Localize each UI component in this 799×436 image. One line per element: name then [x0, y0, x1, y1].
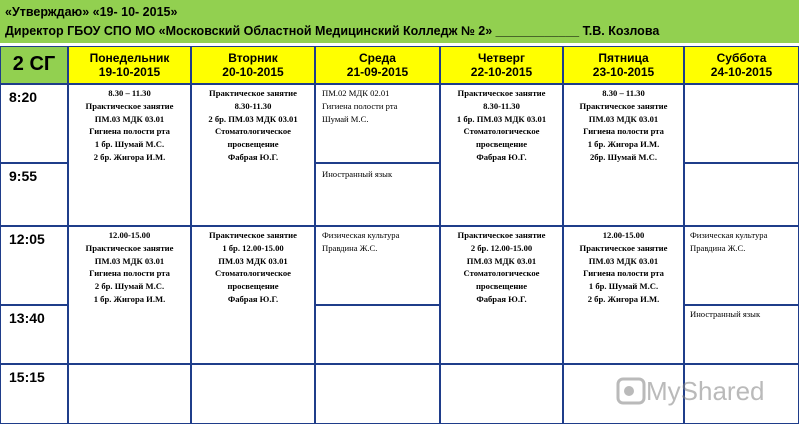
time-slot: 8:20	[0, 84, 68, 163]
lesson-line: Правдина Ж.С.	[690, 242, 746, 253]
lesson-line: Практическое занятие	[209, 88, 297, 98]
lesson-cell	[315, 163, 440, 226]
lesson-cell	[68, 226, 191, 364]
time-slot: 13:40	[0, 305, 68, 364]
lesson-line: Гигиена полости рта	[322, 100, 398, 111]
lesson-cell	[440, 84, 563, 226]
empty-cell	[191, 364, 315, 424]
approval-line: «Утверждаю» «19- 10- 2015»	[5, 5, 178, 19]
lesson-cell	[191, 226, 315, 364]
day-date: 19-10-2015	[98, 65, 161, 79]
approval-banner	[0, 0, 799, 43]
lesson-line: ПМ.03 МДК 03.01	[94, 113, 165, 124]
lesson-line: Практическое занятие	[85, 100, 174, 111]
lesson-line: просвещение	[475, 139, 528, 150]
lesson-line: Физическая культура	[322, 230, 400, 240]
lesson-line: просвещение	[227, 281, 279, 292]
time-slot: 9:55	[0, 163, 68, 226]
lesson-line: Фабрая Ю.Г.	[476, 151, 527, 162]
lesson-line: 2 бр. Жигора И.М.	[93, 151, 166, 162]
day-date: 22-10-2015	[470, 65, 533, 79]
lesson-cell	[315, 84, 440, 163]
lesson-cell	[440, 226, 563, 364]
lesson-line: 12.00-15.00	[108, 230, 151, 240]
lesson-line: 8.30-11.30	[483, 100, 520, 111]
day-name: Пятница	[598, 51, 649, 65]
lesson-line: ПМ.03 МДК 03.01	[588, 113, 659, 124]
empty-cell	[68, 364, 191, 424]
lesson-line: 12.00-15.00	[602, 230, 645, 240]
empty-cell	[315, 305, 440, 364]
day-header-wednesday	[315, 46, 440, 84]
lesson-line: Стоматологическое	[463, 268, 540, 279]
lesson-line: Фабрая Ю.Г.	[476, 293, 527, 304]
day-date: 24-10-2015	[710, 65, 773, 79]
lesson-line: 8.30-11.30	[234, 100, 272, 111]
lesson-line: ПМ.03 МДК 03.01	[466, 255, 537, 266]
lesson-line: 8.30 – 11.30	[602, 88, 645, 98]
lesson-line: Гигиена полости рта	[89, 126, 170, 137]
day-header-saturday	[684, 46, 799, 84]
lesson-line: 1 бр. Шумай М.С.	[94, 139, 165, 150]
lesson-cell	[684, 226, 799, 305]
empty-cell	[315, 364, 440, 424]
time-slot: 15:15	[0, 364, 68, 424]
lesson-line: 1 бр. ПМ.03 МДК 03.01	[456, 113, 547, 124]
day-header-friday	[563, 46, 684, 84]
day-header-tuesday	[191, 46, 315, 84]
day-header-thursday	[440, 46, 563, 84]
lesson-line: Гигиена полости рта	[583, 126, 664, 137]
empty-cell	[684, 84, 799, 163]
lesson-cell	[563, 226, 684, 364]
lesson-line: 1 бр. Жигора И.М.	[93, 293, 166, 304]
lesson-line: Физическая культура	[690, 230, 768, 240]
day-name: Четверг	[477, 51, 526, 65]
lesson-line: 2 бр. 12.00-15.00	[470, 242, 533, 253]
lesson-line: Практическое занятие	[579, 100, 668, 111]
lesson-line: Фабрая Ю.Г.	[227, 151, 279, 162]
lesson-line: Шумай М.С.	[322, 113, 369, 124]
lesson-line: 2бр. Шумай М.С.	[589, 151, 658, 162]
lesson-line: просвещение	[227, 139, 279, 150]
lesson-line: 2 бр. ПМ.03 МДК 03.01	[208, 113, 298, 124]
lesson-line: 1 бр. 12.00-15.00	[222, 242, 284, 253]
empty-cell	[440, 364, 563, 424]
lesson-line: Гигиена полости рта	[89, 268, 170, 279]
lesson-line: Практическое занятие	[457, 230, 546, 240]
lesson-line: 1 бр. Шумай М.С.	[588, 281, 659, 292]
lesson-line: Практическое занятие	[209, 230, 297, 240]
lesson-line: ПМ.03 МДК 03.01	[588, 255, 659, 266]
lesson-line: Иностранный язык	[690, 309, 761, 319]
lesson-line: Практическое занятие	[457, 88, 546, 98]
lesson-line: Практическое занятие	[579, 242, 668, 253]
lesson-cell	[563, 84, 684, 226]
day-date: 20-10-2015	[222, 65, 284, 79]
lesson-line: просвещение	[475, 281, 528, 292]
day-name: Суббота	[716, 51, 767, 65]
lesson-line: Фабрая Ю.Г.	[227, 293, 279, 304]
lesson-line: 2 бр. Жигора И.М.	[587, 293, 660, 304]
lesson-line: Практическое занятие	[85, 242, 174, 253]
lesson-cell	[315, 226, 440, 305]
day-name: Среда	[359, 51, 396, 65]
director-line: Директор ГБОУ СПО МО «Московский Областной Медицинский Колледж № 2» ____________ Т.В. Козлова	[5, 24, 660, 38]
lesson-line: Стоматологическое	[215, 126, 291, 137]
lesson-line: 2 бр. Шумай М.С.	[94, 281, 165, 292]
lesson-line: 8.30 – 11.30	[108, 88, 151, 98]
lesson-cell	[684, 305, 799, 364]
day-date: 21-09-2015	[346, 65, 409, 79]
watermark-text: MyShared	[646, 376, 765, 406]
day-date: 23-10-2015	[592, 65, 655, 79]
lesson-line: ПМ.03 МДК 03.01	[94, 255, 165, 266]
lesson-line: ПМ.03 МДК 03.01	[218, 255, 288, 266]
lesson-line: Гигиена полости рта	[583, 268, 664, 279]
lesson-line: Правдина Ж.С.	[322, 242, 378, 253]
empty-cell	[684, 163, 799, 226]
time-slot: 12:05	[0, 226, 68, 305]
lesson-cell	[191, 84, 315, 226]
lesson-line: Стоматологическое	[463, 126, 540, 137]
lesson-line: Иностранный язык	[322, 169, 393, 179]
lesson-cell	[68, 84, 191, 226]
lesson-line: 1 бр. Жигора И.М.	[587, 139, 660, 150]
day-header-monday	[68, 46, 191, 84]
lesson-line: Стоматологическое	[215, 268, 291, 279]
group-label: 2 СГ	[0, 46, 68, 84]
day-name: Вторник	[228, 51, 278, 65]
lesson-line: ПМ.02 МДК 02.01	[322, 88, 390, 98]
day-name: Понедельник	[89, 51, 170, 65]
